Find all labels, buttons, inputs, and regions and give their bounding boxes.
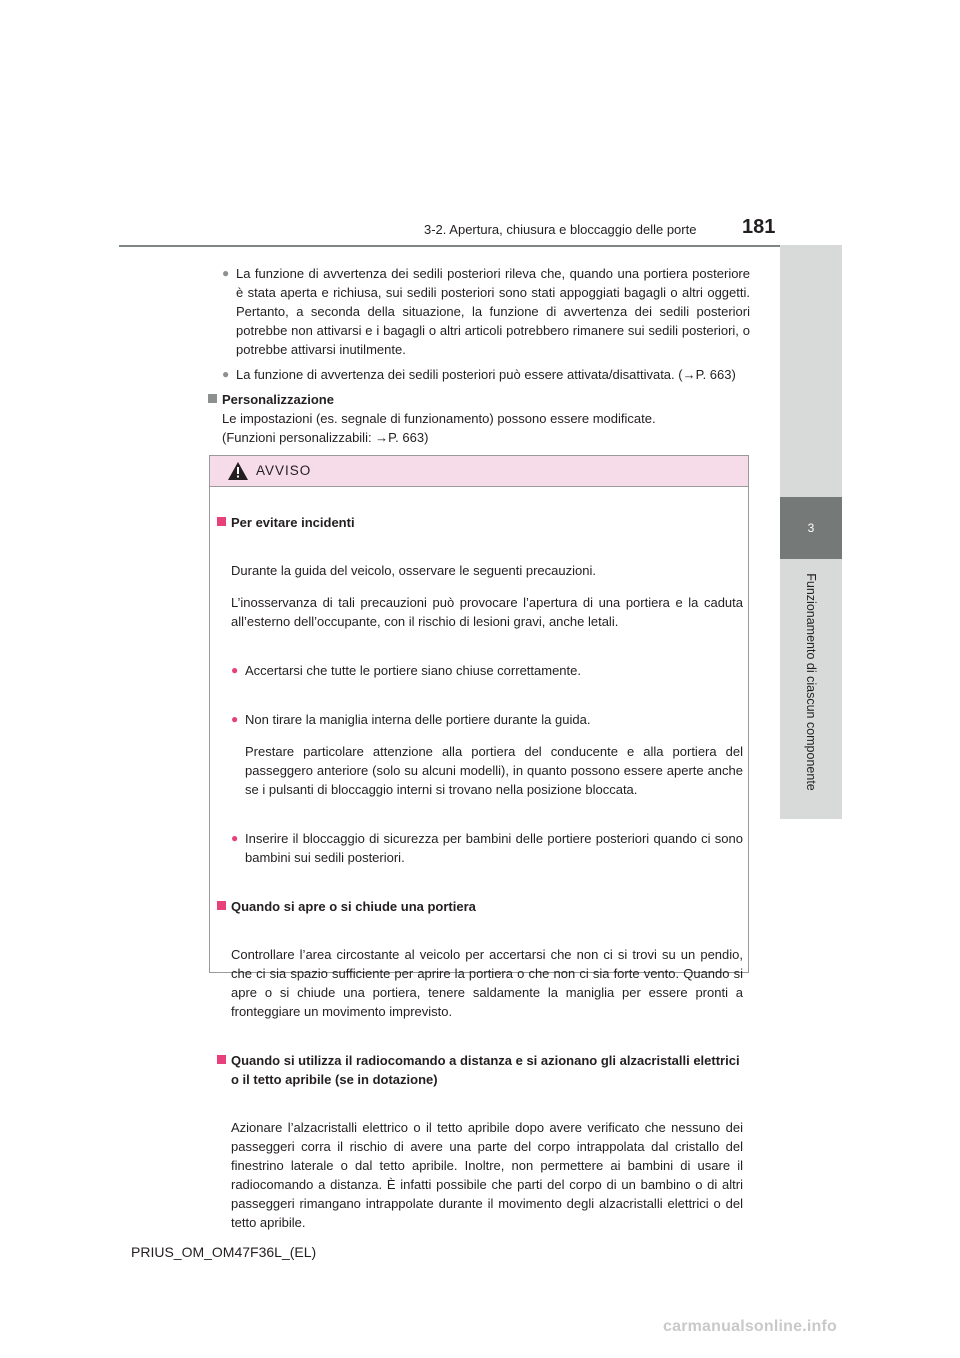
bullet-dot-icon: ● — [231, 831, 239, 845]
list-item — [222, 264, 750, 359]
list-item: ● Accertarsi che tutte le portiere siano chiuse correttamente. — [231, 663, 581, 678]
side-tab-chapter-number[interactable]: 3 — [780, 497, 842, 559]
list-item: ● Inserire il bloccaggio di sicurezza per bambini delle portiere posteriori quando ci sono bambini sui sedili posteriori. — [231, 831, 743, 865]
watermark-logo: carmanualsonline.info — [663, 1318, 838, 1335]
list-item: ● Non tirare la maniglia interna delle portiere durante la guida. — [231, 712, 591, 727]
warning-section-heading: Per evitare incidenti — [217, 513, 743, 532]
warning-title: AVVISO — [256, 463, 312, 478]
square-bullet-icon — [208, 394, 217, 403]
square-bullet-icon — [217, 1055, 226, 1064]
footer-document-code: PRIUS_OM_OM47F36L_(EL) — [131, 1244, 317, 1260]
square-bullet-icon — [217, 901, 226, 910]
warning-text: Durante la guida del veicolo, osservare le seguenti precauzioni. — [231, 563, 596, 578]
warning-header — [210, 456, 748, 487]
side-tab-chapter-title: Funzionamento di ciascun componente — [804, 573, 818, 791]
warning-body — [217, 500, 743, 1245]
header-rule — [119, 245, 841, 247]
warning-text: Controllare l’area circostante al veicolo per accertarsi che non ci si trovi su un pendio, che ci sia spazio sufficiente per aprire la portiera o che non ci sia forte vento. Quando si apre o si chiude una portiera, tenere saldamente la maniglia per essere pronti a fronteggiare un movimento imprevisto. — [231, 947, 743, 1019]
list-item — [222, 365, 750, 384]
side-tab-top — [780, 245, 842, 497]
warning-section-heading: Quando si utilizza il radiocomando a distanza e si azionano gli alzacristalli elettrici o il tetto apribile (se in dotazione) — [217, 1051, 743, 1089]
warning-text: L’inosservanza di tali precauzioni può provocare l’apertura di una portiera e la caduta all’esterno dell’occupante, con il rischio di lesioni gravi, anche letali. — [231, 595, 743, 629]
header-section-title: 3-2. Apertura, chiusura e bloccaggio delle porte — [424, 222, 697, 237]
section-line: (Funzioni personalizzabili: →P. 663) — [222, 430, 429, 445]
bullet-dot-icon: ● — [231, 663, 239, 677]
warning-section-heading: Quando si apre o si chiude una portiera — [217, 897, 743, 916]
bullet-dot-icon: ● — [222, 367, 230, 381]
bullet-dot-icon: ● — [222, 266, 230, 280]
bullet-dot-icon: ● — [231, 712, 239, 726]
warning-triangle-icon — [228, 462, 248, 480]
bullet-text: La funzione di avvertenza dei sedili posteriori può essere attivata/disattivata. (→P. 663) — [236, 367, 736, 382]
square-bullet-icon — [217, 517, 226, 526]
main-content — [222, 264, 750, 447]
section-line: Le impostazioni (es. segnale di funzionamento) possono essere modificate. — [222, 411, 656, 426]
warning-text: Azionare l’alzacristalli elettrico o il tetto apribile dopo avere verificato che nessuno dei passeggeri corra il rischio di avere una parte del corpo intrappolata dal cristallo del finestrino laterale o dal tetto apribile. Inoltre, non permettere ai bambini di usare il radiocomando a distanza. È infatti possibile che parti del corpo di un bambino o di altri passeggeri rimangano intrappolate durante il movimento degli alzacristalli elettrici o del tetto apribile. — [231, 1120, 743, 1230]
warning-box — [209, 455, 749, 1230]
bullet-text: La funzione di avvertenza dei sedili posteriori rileva che, quando una portiera posteriore è stata aperta e richiusa, sui sedili posteriori sono stati appoggiati bagagli o altri oggetti. Pertanto, a seconda della situazione, la funzione di avvertenza dei sedili posteriori potrebbe non attivarsi e i bagagli o altri articoli potrebbero rimanere sui sedili posteriori, o potrebbe attivarsi inutilmente. — [236, 266, 750, 357]
section-heading: Personalizzazione — [208, 390, 750, 409]
warning-text: Prestare particolare attenzione alla portiera del conducente e alla portiera del passeggero anteriore (solo su alcuni modelli), in quanto possono essere aperte anche se i pulsanti di bloccaggio interni si trovano nella posizione bloccata. — [245, 744, 743, 797]
page-number: 181 — [742, 216, 776, 238]
